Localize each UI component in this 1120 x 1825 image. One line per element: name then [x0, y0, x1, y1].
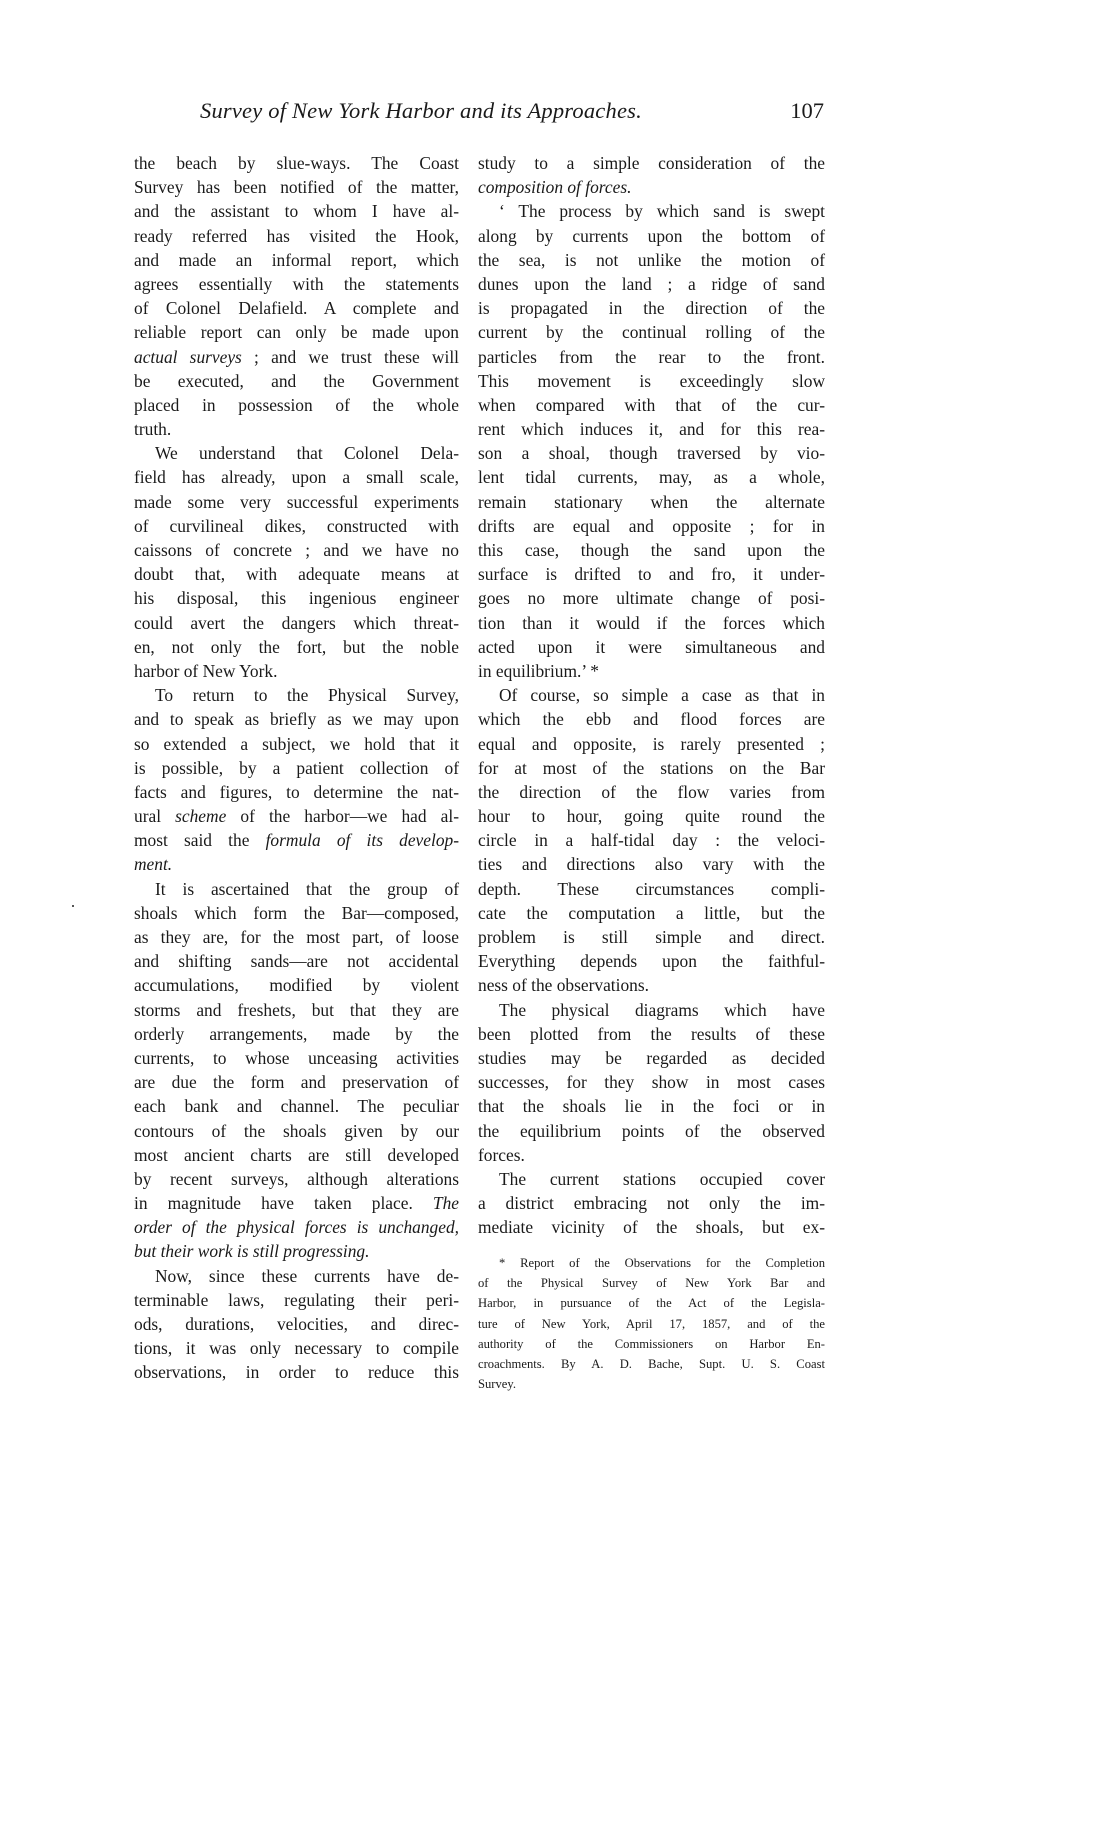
text-line: is possible, by a patient collection of: [134, 757, 459, 778]
text-line: be executed, and the Government: [134, 370, 459, 391]
running-head: [200, 98, 824, 132]
text-line: along by currents upon the bottom of: [478, 225, 825, 246]
text-line: current by the continual rolling of the: [478, 322, 825, 343]
text-line: orderly arrangements, made by the: [134, 1023, 459, 1044]
text-line: field has already, upon a small scale,: [134, 467, 459, 488]
page-number: 107: [790, 98, 824, 123]
text-line-italic: [134, 1215, 459, 1239]
text-line: lent tidal currents, may, as a whole,: [478, 467, 825, 488]
text-line: son a shoal, though traversed by vio-: [478, 443, 825, 464]
text-line-with-italic: actual surveys ; and we trust these will: [134, 346, 459, 367]
text-line: ready referred has visited the Hook,: [134, 225, 459, 246]
text-line: dunes upon the land ; a ridge of sand: [478, 273, 825, 294]
text-line: truth.: [134, 419, 172, 440]
italic-emphasis: order of the physical forces is unchanged,: [134, 1217, 459, 1238]
text-line: the beach by slue-ways. The Coast: [134, 153, 459, 173]
text-line: this case, though the sand upon the: [478, 540, 825, 560]
footnote-line: Survey.: [478, 1377, 517, 1392]
text-line: of Colonel Delafield. A complete and: [134, 298, 459, 319]
text-line: caissons of concrete ; and we have no: [134, 540, 459, 560]
text-line: Everything depends upon the faithful-: [478, 951, 825, 972]
paragraph-start: ‘ The process by which sand is swept: [499, 201, 825, 222]
text-line: of curvilineal dikes, constructed with: [134, 515, 459, 536]
text-line: tion than it would if the forces which: [478, 612, 825, 633]
footnote: [478, 1253, 825, 1394]
text-line: particles from the rear to the front.: [478, 346, 825, 367]
text-line: been plotted from the results of these: [478, 1023, 825, 1044]
italic-emphasis: actual surveys: [134, 346, 242, 367]
text-line: each bank and channel. The peculiar: [134, 1096, 459, 1117]
text-line: for at most of the stations on the Bar: [478, 757, 825, 778]
paragraph-start: Of course, so simple a case as that in: [499, 685, 825, 706]
text-line: successes, for they show in most cases: [478, 1072, 825, 1093]
text-line: and to speak as briefly as we may upon: [134, 709, 459, 730]
text-line: problem is still simple and direct.: [478, 927, 825, 947]
text-line: facts and figures, to determine the nat-: [134, 781, 459, 802]
footnote-line: croachments. By A. D. Bache, Supt. U. S. Coast: [478, 1356, 825, 1371]
text-line: mediate vicinity of the shoals, but ex-: [478, 1217, 825, 1238]
margin-speck: [72, 905, 74, 907]
text-line: This movement is exceedingly slow: [478, 370, 825, 391]
text-line: harbor of New York.: [134, 660, 278, 681]
right-column: [478, 151, 825, 1239]
text-line: the equilibrium points of the observed: [478, 1120, 825, 1141]
text-line: tions, it was only necessary to compile: [134, 1338, 459, 1359]
text-line: are due the form and preservation of: [134, 1072, 459, 1093]
text-line: as they are, for the most part, of loose: [134, 927, 459, 947]
left-column: [134, 151, 459, 1385]
text-line: a district embracing not only the im-: [478, 1193, 825, 1214]
paragraph-start: It is ascertained that the group of: [155, 878, 459, 899]
footnote-line: Harbor, in pursuance of the Act of the Legisla-: [478, 1296, 825, 1311]
footnote-line: of the Physical Survey of New York Bar and: [478, 1276, 825, 1291]
text-line-with-italic: in magnitude have taken place. The: [134, 1193, 459, 1214]
paragraph-start: To return to the Physical Survey,: [155, 685, 459, 706]
paragraph-start: The current stations occupied cover: [499, 1168, 825, 1189]
text-line-italic: [134, 852, 459, 876]
text-line: goes no more ultimate change of posi-: [478, 588, 825, 609]
text-line: his disposal, this ingenious engineer: [134, 588, 459, 609]
text-line: contours of the shoals given by our: [134, 1120, 459, 1141]
text-line: currents, to whose unceasing activities: [134, 1047, 459, 1068]
text-line: equal and opposite, is rarely presented ;: [478, 733, 825, 754]
running-title: Survey of New York Harbor and its Approaches.: [200, 98, 642, 123]
text-line-with-italic: ural scheme of the harbor—we had al-: [134, 806, 459, 827]
text-line: so extended a subject, we hold that it: [134, 733, 459, 754]
text-line: the direction of the flow varies from: [478, 781, 825, 802]
text-line: drifts are equal and opposite ; for in: [478, 515, 825, 536]
text-line: when compared with that of the cur-: [478, 394, 825, 415]
text-line: depth. These circumstances compli-: [478, 878, 825, 899]
text-line: accumulations, modified by violent: [134, 975, 459, 996]
text-line: rent which induces it, and for this rea-: [478, 419, 825, 440]
paragraph-start: The physical diagrams which have: [499, 999, 825, 1020]
text-line: forces.: [478, 1144, 525, 1165]
text-line: en, not only the fort, but the noble: [134, 636, 459, 657]
text-line: and made an informal report, which: [134, 249, 459, 270]
text-line: that the shoals lie in the foci or in: [478, 1096, 825, 1117]
text-line: made some very successful experiments: [134, 491, 459, 512]
text-line: by recent surveys, although alterations: [134, 1168, 459, 1189]
paragraph-start: Now, since these currents have de-: [155, 1265, 459, 1286]
text-line: study to a simple consideration of the: [478, 153, 825, 173]
text-line-footnote-ref: in equilibrium.’ *: [478, 660, 599, 681]
text-line: doubt that, with adequate means at: [134, 564, 459, 585]
text-line-italic: [134, 1239, 459, 1263]
text-line: and the assistant to whom I have al-: [134, 201, 459, 222]
italic-emphasis: scheme: [175, 806, 227, 827]
text-line: Survey has been notified of the matter,: [134, 177, 459, 198]
text-line: the sea, is not unlike the motion of: [478, 249, 825, 270]
text-line: remain stationary when the alternate: [478, 491, 825, 512]
text-line: ods, durations, velocities, and direc-: [134, 1314, 459, 1334]
text-line: is propagated in the direction of the: [478, 298, 825, 319]
text-line: hour to hour, going quite round the: [478, 806, 825, 827]
paragraph-start: We understand that Colonel Dela-: [155, 443, 459, 464]
italic-emphasis: formula of its develop-: [265, 830, 459, 851]
text-line: acted upon it were simultaneous and: [478, 636, 825, 657]
text-line: and shifting sands—are not accidental: [134, 951, 459, 972]
text-line: observations, in order to reduce this: [134, 1362, 459, 1383]
text-line: studies may be regarded as decided: [478, 1047, 825, 1068]
text-line: storms and freshets, but that they are: [134, 999, 459, 1020]
text-line: agrees essentially with the statements: [134, 273, 459, 294]
text-line: which the ebb and flood forces are: [478, 709, 825, 730]
text-line: surface is drifted to and fro, it under-: [478, 564, 825, 585]
footnote-line: ture of New York, April 17, 1857, and of the: [478, 1316, 825, 1331]
text-line: reliable report can only be made upon: [134, 322, 459, 343]
text-line: shoals which form the Bar—composed,: [134, 902, 459, 923]
text-line: could avert the dangers which threat-: [134, 612, 459, 633]
footnote-line: * Report of the Observations for the Completion: [499, 1256, 825, 1270]
text-line: most ancient charts are still developed: [134, 1144, 459, 1165]
text-line: circle in a half-tidal day : the veloci-: [478, 830, 825, 851]
italic-emphasis: ment.: [134, 854, 173, 875]
text-line-italic: [478, 175, 825, 199]
footnote-line: authority of the Commissioners on Harbor En-: [478, 1336, 825, 1351]
text-line-with-italic: most said the formula of its develop-: [134, 830, 459, 851]
italic-emphasis: The: [432, 1193, 459, 1214]
text-line: ties and directions also vary with the: [478, 854, 825, 875]
text-line: ness of the observations.: [478, 975, 649, 996]
italic-emphasis: but their work is still progressing.: [134, 1241, 370, 1262]
text-line: terminable laws, regulating their peri-: [134, 1289, 459, 1310]
text-line: cate the computation a little, but the: [478, 902, 825, 923]
text-line: placed in possession of the whole: [134, 394, 459, 415]
italic-emphasis: composition of forces.: [478, 177, 632, 198]
